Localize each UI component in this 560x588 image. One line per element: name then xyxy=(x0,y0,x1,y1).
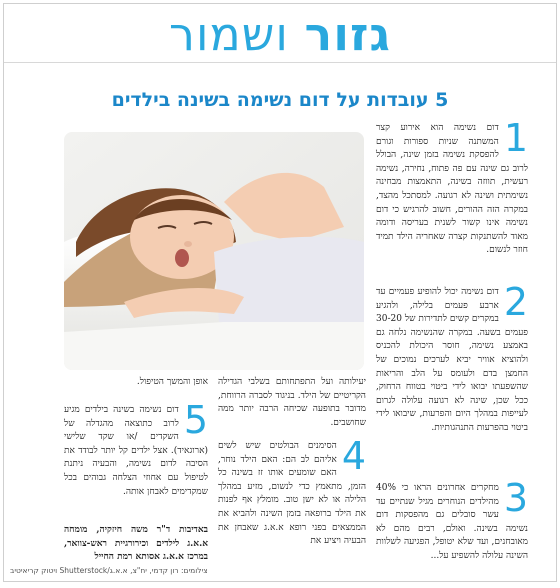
byline-text: באדיבות ד"ר משה חיזקיה, מומחה א.א.ג לילדים וכירורגיית ראש-צוואר, במרכז א.א.ג אסותא רמת החייל xyxy=(64,525,208,563)
title-light: ושמור xyxy=(169,7,289,61)
fact-number: 4 xyxy=(341,434,366,478)
col3-continuation xyxy=(64,376,208,390)
fact-1 xyxy=(376,116,528,258)
fact-number: 1 xyxy=(503,116,528,160)
fact-text: הסימנים הבולטים שיש לשים אליהם לב הם: האם הילד נוחר, האם שומעים אותו זז בשינה כל הזמן, מתאמץ כדי לנשום, מזיע במהלך הלילה או לא ישן טוב. מומלץ אף לפנות את הילד ברופאה בזמן השינה ולהביא את הממצאים בפני רופא א.א.ג שאבחן את הבעיה ויציע את xyxy=(218,441,366,547)
continuation-text: יעילותה ועל התפתחותם בשלבי הגדילה הקריטיים של הילד. בניגוד לסברה הרווחת, מדובר בתופעה שכיחה הרבה יותר ממה שחושבים. xyxy=(218,377,366,428)
fact-number: 2 xyxy=(503,280,528,324)
photo-credit: צילומים: רון קדמי, יח"צ, א.א.ג/Shutterstock ויטוק קריאיטיב xyxy=(10,566,208,575)
fact-2 xyxy=(376,280,528,436)
fact-text: דום נשימה בשינה בילדים מגיע לרוב כתוצאה מהגדלה של השקדים /או שקד שלישי (ארוגאיד). אצל ילדים קל יותר לבודד את הסיבה לדום נשימה, והבעיה ניתנת לטיפול עם אחוזי הצלחה גבוהים בכל שמקדימים לאבחן אותה. xyxy=(64,405,208,497)
continuation-text: אופן והמשך הטיפול. xyxy=(136,377,208,387)
byline xyxy=(64,524,208,565)
fact-text: דום נשימה הוא אירוע קצר המשתנה שניות ספורות וגורם להפסקת נשימה בזמן שינה, הבולל לרוב גם שינה עם פה פתוח, נחירה, נשימה רעשית, תווזה בשינה, התאמצות מבחינה נשימתית ושינה לא רגועה. למסתכל מהצד, במקרה הזה ההורים, חשוב להרגיש כי דום נשימה אינו קשור לשנית בעריסה ודומה מאוד להשתנקות קצרה שאחריה הילד תמיד חוזר לנשום. xyxy=(376,123,528,256)
article-page xyxy=(3,3,557,582)
page-title xyxy=(4,8,556,60)
col2-continuation xyxy=(218,376,366,430)
fact-text: מחקרים אחרונים הראו כי 40% מהילדים הנוחרים מגיל שנתיים עד עשר סובלים גם מהפסקות דום נשימה בשינה. ואולם, רבים מהם לא מאובחנים, ועד שלא יטופל, הפגיעה לשלוות השינה עלולה להשפיע על... xyxy=(376,483,528,561)
subtitle: 5 עובדות על דום נשימה בשינה בילדים xyxy=(111,89,449,111)
fact-number: 3 xyxy=(503,476,528,520)
fact-text: דום נשימה יכול להופיע פעמיים עד ארבע פעמים בלילה, ולהגיע במקרים קשים לתדירות של 30-20 פעמים בשעה. במקרה שהנשימה נלחה גם באמצע נשימה, חוסר היכולת להכניס ולהוציא אוויר יביא לערכים נמוכים של החמצן בדם ולעומס על הלב והריאות שהשפעתו יבואו לידי ביטוי בטווח הרחוק, ככל שכן, שינה לא רגועה עלולה לגרום לעייפות במהלך היום והפרעות, שיבואו לידי ביטוי בהפרעות התנהגותיות. xyxy=(376,287,528,433)
fact-number: 5 xyxy=(183,398,208,442)
fact-5 xyxy=(64,398,208,499)
sleeping-child-photo xyxy=(64,132,364,370)
fact-4 xyxy=(218,434,366,549)
title-divider xyxy=(4,62,556,63)
fact-3 xyxy=(376,476,528,564)
title-bold: גזור xyxy=(304,7,391,61)
